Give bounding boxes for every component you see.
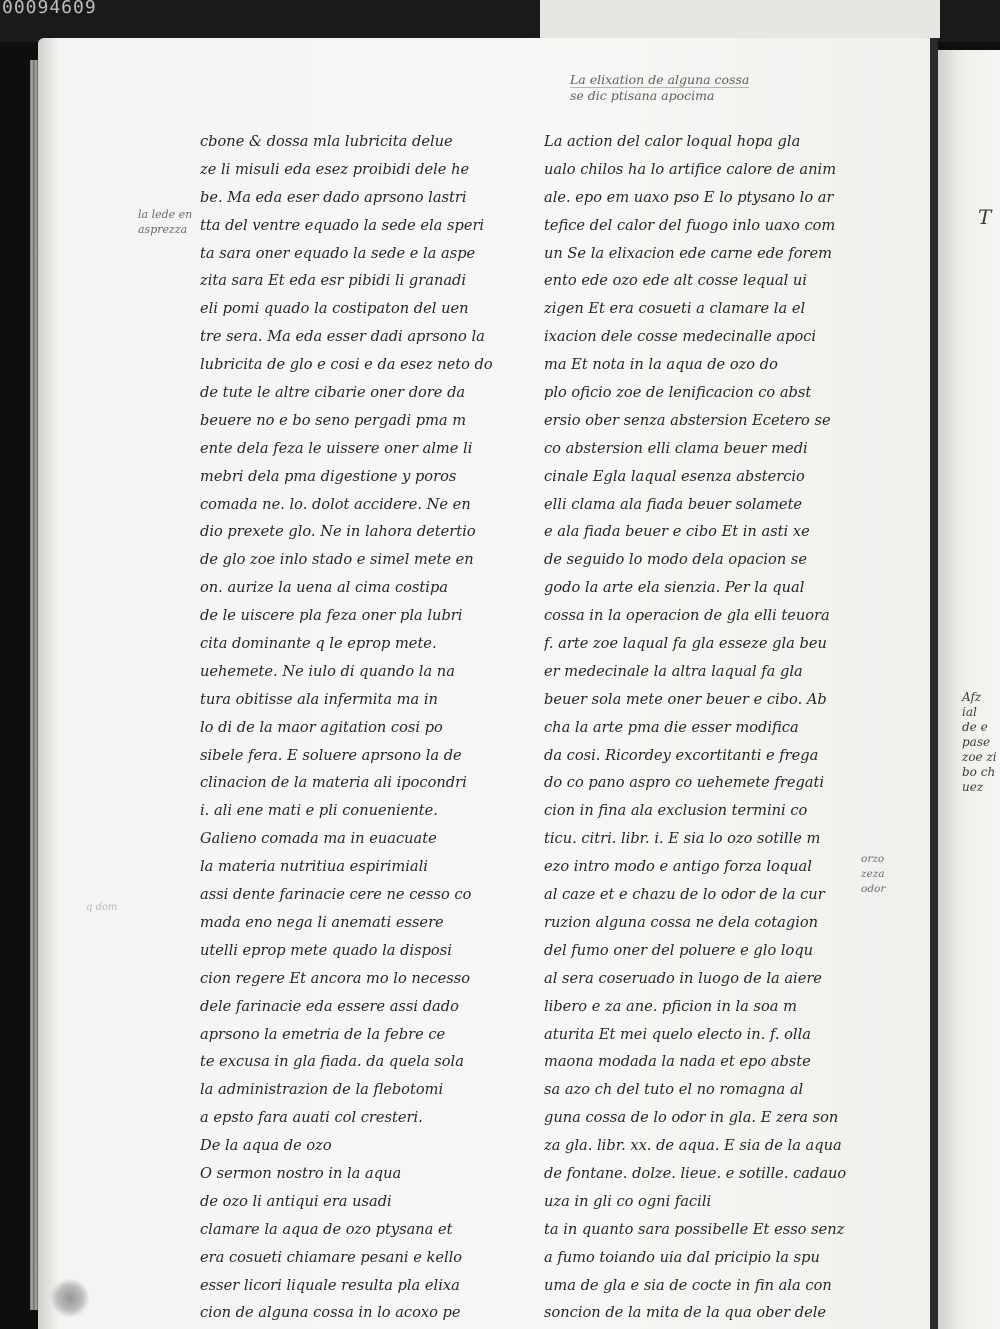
text-line: tura obitisse ala infermita ma in — [200, 690, 438, 708]
gloss-line: La elixation de alguna cossa — [570, 72, 750, 87]
text-line: a epsto fara auati col cresteri. — [200, 1109, 423, 1127]
text-line: cinale Egla laqual esenza abstercio — [544, 467, 805, 485]
text-line: ezo intro modo e antigo forza loqual — [544, 858, 812, 876]
text-line: La action del calor loqual hopa gla — [544, 133, 801, 150]
text-line: dio prexete glo. Ne in lahora detertio — [200, 523, 476, 541]
text-line: te excusa in gla fiada. da quela sola — [200, 1053, 464, 1071]
text-line: al sera coseruado in luogo de la aiere — [544, 969, 822, 987]
text-line: esser licori liquale resulta pla elixa — [200, 1276, 460, 1294]
text-line: cion de alguna cossa in lo acoxo pe — [200, 1304, 461, 1322]
text-line: la administrazion de la flebotomi — [200, 1081, 444, 1099]
text-line: e ala fiada beuer e cibo Et in asti xe — [544, 523, 810, 541]
text-line: mada eno nega li anemati essere — [200, 913, 444, 931]
text-line: plo oficio zoe de lenificacion co abst — [544, 384, 812, 402]
text-line: tta del ventre equado la sede ela speri — [200, 216, 485, 234]
text-line: la materia nutritiua espirimiali — [200, 858, 428, 876]
text-line: mebri dela pma digestione y poros — [200, 467, 457, 485]
text-line: de ozo li antiqui era usadi — [200, 1192, 392, 1210]
text-line: ma Et nota in la aqua de ozo do — [544, 356, 778, 374]
text-line: aprsono la emetria de la febre ce — [200, 1025, 446, 1043]
text-line: maona modada la nada et epo abste — [544, 1053, 811, 1071]
text-line: cha la arte pma die esser modifica — [544, 718, 799, 736]
fragment-line: Afz — [962, 690, 982, 704]
text-line: de seguido lo modo dela opacion se — [544, 551, 808, 569]
text-line: beuer sola mete oner beuer e cibo. Ab — [544, 690, 827, 708]
fragment-line: uez — [962, 780, 984, 794]
text-line: da cosi. Ricordey excortitanti e frega — [544, 746, 819, 764]
fragment-line: pase — [962, 735, 991, 749]
text-line: ento ede ozo ede alt cosse lequal ui — [544, 272, 807, 290]
text-line: i. ali ene mati e pli conueniente. — [200, 802, 438, 820]
fragment-line: bo ch — [962, 765, 996, 779]
text-line: comada ne. lo. dolot accidere. Ne en — [200, 495, 471, 513]
text-line: clinacion de la materia ali ipocondri — [200, 774, 467, 792]
archive-frame-code: 00094609 — [2, 0, 97, 18]
text-line: cossa in la operacion de gla elli teuora — [544, 607, 830, 625]
gloss-line: odor — [861, 883, 886, 895]
text-column-right — [544, 128, 854, 1327]
facing-page-fragments — [962, 690, 997, 795]
text-line: assi dente farinacie cere ne cesso co — [200, 886, 472, 904]
text-line: ticu. citri. libr. i. E sia lo ozo sotille m — [544, 830, 821, 848]
text-line: O sermon nostro in la aqua — [200, 1164, 402, 1182]
ink-stain — [50, 1278, 90, 1318]
text-line: er medecinale la altra laqual fa gla — [544, 662, 803, 680]
text-line: al caze et e chazu de lo odor de la cur — [544, 886, 825, 904]
fragment-line: ial — [962, 705, 977, 719]
text-line: De la aqua de ozo — [200, 1137, 332, 1155]
text-line: cita dominante q le eprop mete. — [200, 635, 437, 653]
fragment-line: de e — [962, 720, 988, 734]
text-line: aturita Et mei quelo electo in. f. olla — [544, 1025, 811, 1043]
text-line: Galieno comada ma in euacuate — [200, 830, 437, 848]
text-line: za gla. libr. xx. de aqua. E sia de la aqua — [544, 1137, 842, 1155]
text-line: de glo zoe inlo stado e simel mete en — [200, 551, 474, 569]
text-line: zita sara Et eda esr pibidi li granadi — [200, 272, 467, 290]
marginal-gloss-left — [138, 207, 192, 237]
paper-slip-top — [540, 0, 940, 38]
text-line: tre sera. Ma eda esser dadi aprsono la — [200, 328, 485, 346]
text-line: lubricita de glo e cosi e da esez neto do — [200, 356, 493, 374]
text-line: be. Ma eda eser dado aprsono lastri — [200, 188, 467, 206]
text-line: uza in gli co ogni facili — [544, 1192, 712, 1210]
gloss-line: orzo — [861, 853, 885, 865]
text-line: cion regere Et ancora mo lo necesso — [200, 969, 471, 987]
marginal-gloss-faint: q dom — [86, 902, 118, 913]
text-line: tefice del calor del fuogo inlo uaxo com — [544, 216, 836, 234]
text-line: un Se la elixacion ede carne ede forem — [544, 244, 832, 262]
text-line: ente dela feza le uissere oner alme li — [200, 439, 473, 457]
text-line: eli pomi quado la costipaton del uen — [200, 300, 469, 318]
text-line: ale. epo em uaxo pso E lo ptysano lo ar — [544, 188, 834, 206]
text-line: co abstersion elli clama beuer medi — [544, 439, 808, 457]
text-line: del fumo oner del poluere e glo loqu — [544, 941, 814, 959]
text-line: on. aurize la uena al cima costipa — [200, 579, 449, 597]
gloss-line: asprezza — [138, 223, 188, 236]
gloss-line: zeza — [861, 868, 885, 880]
gloss-line: se dic ptisana apocima — [570, 88, 715, 103]
text-line: godo la arte ela sienzia. Per la qual — [544, 579, 805, 597]
marginal-gloss-right — [861, 852, 885, 897]
text-line: beuere no e bo seno pergadi pma m — [200, 411, 467, 429]
text-column-left — [200, 128, 510, 1327]
gloss-line: la lede en — [138, 208, 193, 221]
text-line: guna cossa de lo odor in gla. E zera son — [544, 1109, 839, 1127]
text-line: sibele fera. E soluere aprsono la de — [200, 746, 462, 764]
text-line: a fumo toiando uia dal pricipio la spu — [544, 1248, 820, 1266]
text-line: zigen Et era cosueti a clamare la el — [544, 300, 806, 318]
text-line: do co pano aspro co uehemete fregati — [544, 774, 825, 792]
text-line: dele farinacie eda essere assi dado — [200, 997, 459, 1015]
text-line: utelli eprop mete quado la disposi — [200, 941, 452, 959]
text-line: ta in quanto sara possibelle Et esso senz — [544, 1220, 845, 1238]
text-line: de fontane. dolze. lieue. e sotille. cadauo — [544, 1164, 847, 1182]
text-line: ersio ober senza abstersion Ecetero se — [544, 411, 831, 429]
text-line: de tute le altre cibarie oner dore da — [200, 384, 466, 402]
text-line: sa azo ch del tuto el no romagna al — [544, 1081, 804, 1099]
text-line: ze li misuli eda esez proibidi dele he — [200, 160, 470, 178]
text-line: elli clama ala fiada beuer solamete — [544, 495, 803, 513]
fragment-line: zoe zi — [962, 750, 997, 764]
text-line: cbone & dossa mla lubricita delue — [200, 133, 453, 150]
facing-page-letter: T — [978, 205, 992, 229]
text-line: clamare la aqua de ozo ptysana et — [200, 1220, 453, 1238]
text-line: era cosueti chiamare pesani e kello — [200, 1248, 463, 1266]
binding-gutter — [930, 38, 938, 1329]
text-line: soncion de la mita de la qua ober dele — [544, 1304, 827, 1322]
marginal-gloss-top — [570, 72, 749, 103]
text-line: uma de gla e sia de cocte in fin ala con — [544, 1276, 832, 1294]
text-line: ta sara oner equado la sede e la aspe — [200, 244, 476, 262]
text-line: de le uiscere pla feza oner pla lubri — [200, 607, 463, 625]
text-line: lo di de la maor agitation cosi po — [200, 718, 443, 736]
text-line: ixacion dele cosse medecinalle apoci — [544, 328, 817, 346]
text-line: cion in fina ala exclusion termini co — [544, 802, 808, 820]
text-line: ualo chilos ha lo artifice calore de anim — [544, 160, 837, 178]
text-line: ruzion alguna cossa ne dela cotagion — [544, 913, 819, 931]
text-line: libero e za ane. pficion in la soa m — [544, 997, 797, 1015]
text-line: f. arte zoe laqual fa gla esseze gla beu — [544, 635, 827, 653]
text-line: uehemete. Ne iulo di quando la na — [200, 662, 455, 680]
